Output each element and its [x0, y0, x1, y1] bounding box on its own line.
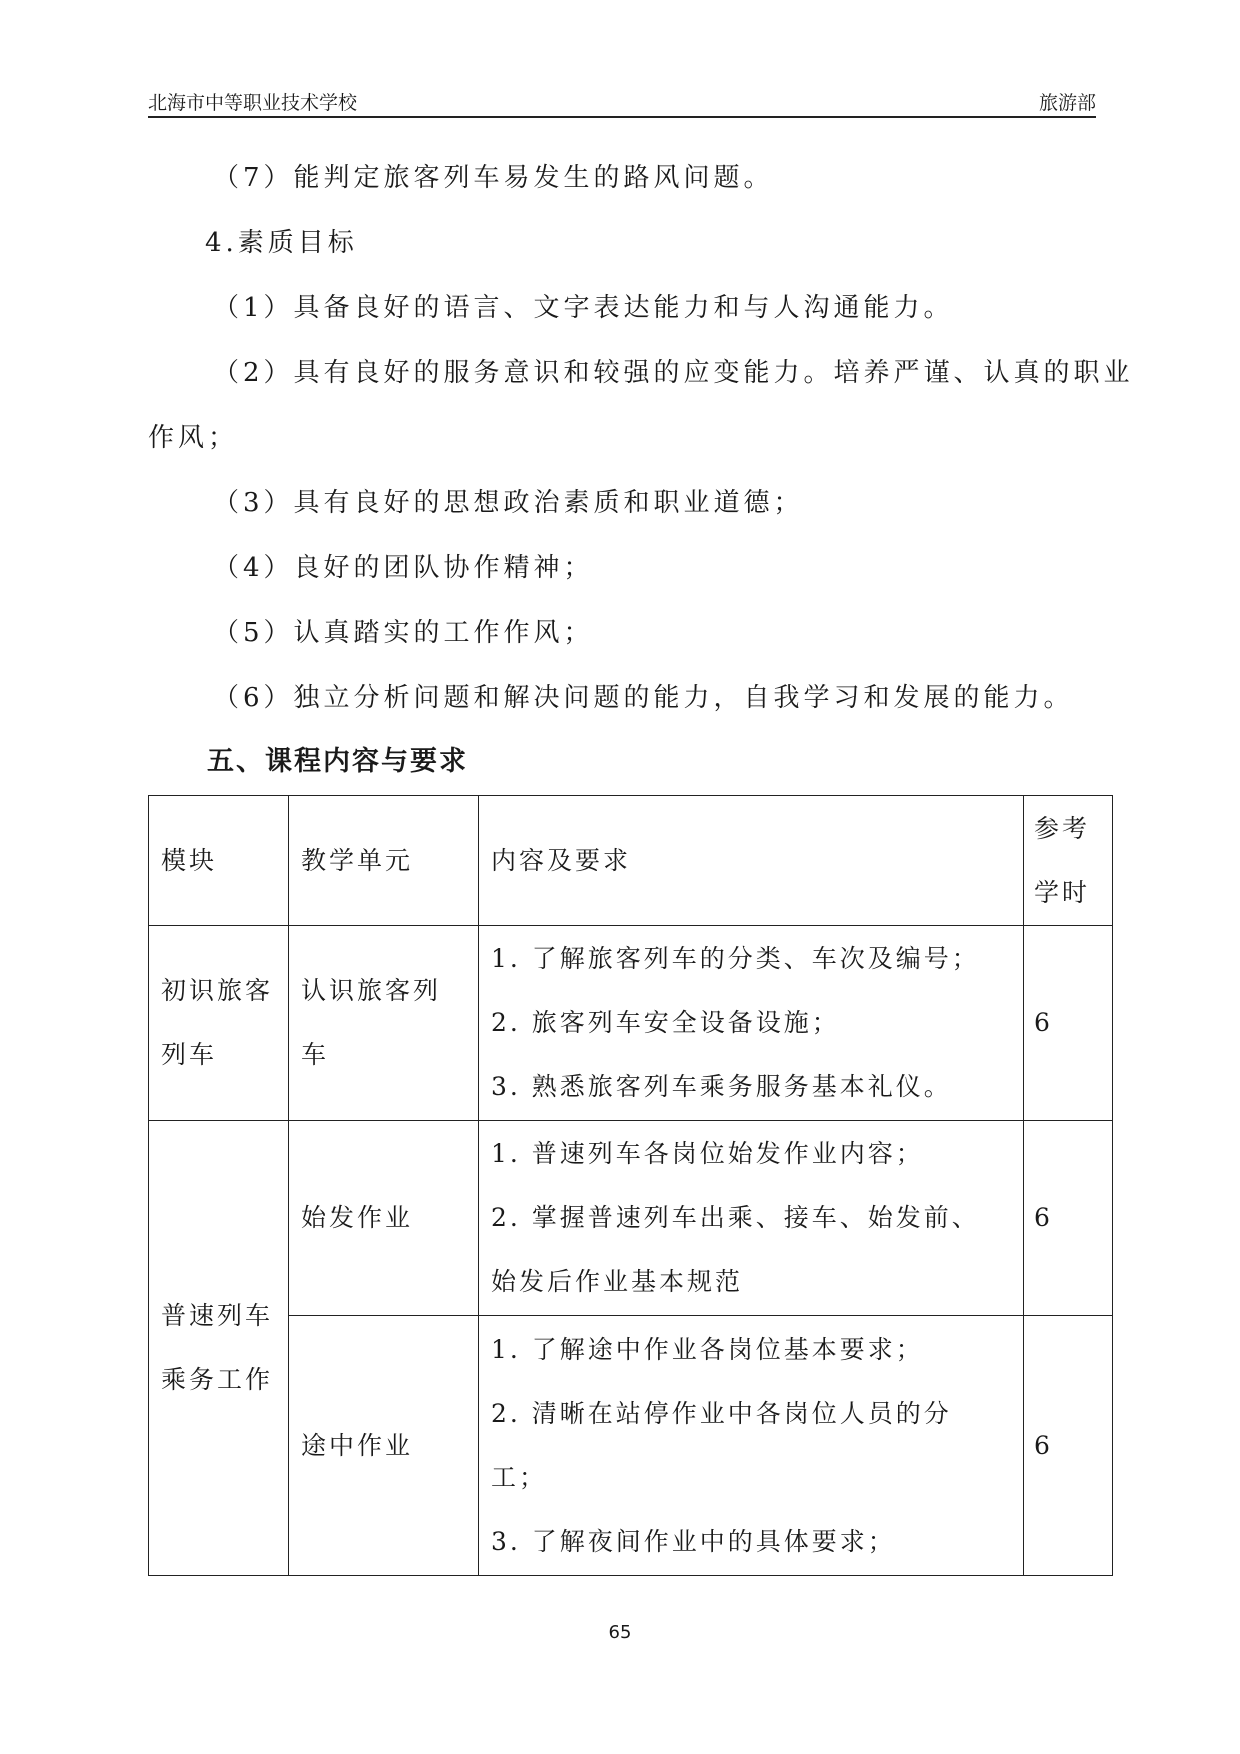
paragraph: （2）具有良好的服务意识和较强的应变能力。培养严谨、认真的职业: [213, 358, 1134, 388]
subsection-title: 4.素质目标: [205, 228, 358, 258]
hours-cell: 6: [1024, 1121, 1113, 1316]
header-cell-unit: 教学单元: [289, 796, 479, 926]
unit-cell: 途中作业: [289, 1316, 479, 1576]
table-header-row: [149, 796, 1113, 926]
content-cell: 1. 了解途中作业各岗位基本要求； 2. 清晰在站停作业中各岗位人员的分 工； 3. 了解夜间作业中的具体要求；: [479, 1316, 1024, 1576]
module-cell: 普速列车 乘务工作: [149, 1121, 289, 1576]
paragraph: （1）具备良好的语言、文字表达能力和与人沟通能力。: [213, 293, 954, 323]
table-row: [149, 1121, 1113, 1316]
section-heading: 五、课程内容与要求: [207, 746, 468, 777]
table-row: [149, 926, 1113, 1121]
page-header: [148, 86, 1096, 118]
school-name: 北海市中等职业技术学校: [148, 92, 358, 114]
hours-cell: 6: [1024, 926, 1113, 1121]
department-name: 旅游部: [1038, 92, 1096, 114]
paragraph: （7）能判定旅客列车易发生的路风问题。: [213, 163, 774, 193]
paragraph-continuation: 作风；: [148, 423, 239, 453]
paragraph: （4）良好的团队协作精神；: [213, 553, 594, 583]
paragraph: （3）具有良好的思想政治素质和职业道德；: [213, 488, 804, 518]
unit-cell: 认识旅客列 车: [289, 926, 479, 1121]
content-cell: 1. 了解旅客列车的分类、车次及编号； 2. 旅客列车安全设备设施； 3. 熟悉旅客列车乘务服务基本礼仪。: [479, 926, 1024, 1121]
content-cell: 1. 普速列车各岗位始发作业内容； 2. 掌握普速列车出乘、接车、始发前、 始发后作业基本规范: [479, 1121, 1024, 1316]
unit-cell: 始发作业: [289, 1121, 479, 1316]
hours-cell: 6: [1024, 1316, 1113, 1576]
header-cell-content: 内容及要求: [479, 796, 1024, 926]
paragraph: （6）独立分析问题和解决问题的能力，自我学习和发展的能力。: [213, 683, 1074, 713]
paragraph: （5）认真踏实的工作作风；: [213, 618, 594, 648]
course-content-table: [148, 795, 1113, 1576]
table-row: [149, 1316, 1113, 1576]
header-cell-module: 模块: [149, 796, 289, 926]
page-number: 65: [608, 1622, 632, 1643]
module-cell: 初识旅客 列车: [149, 926, 289, 1121]
header-cell-hours: 参考 学时: [1024, 796, 1113, 926]
